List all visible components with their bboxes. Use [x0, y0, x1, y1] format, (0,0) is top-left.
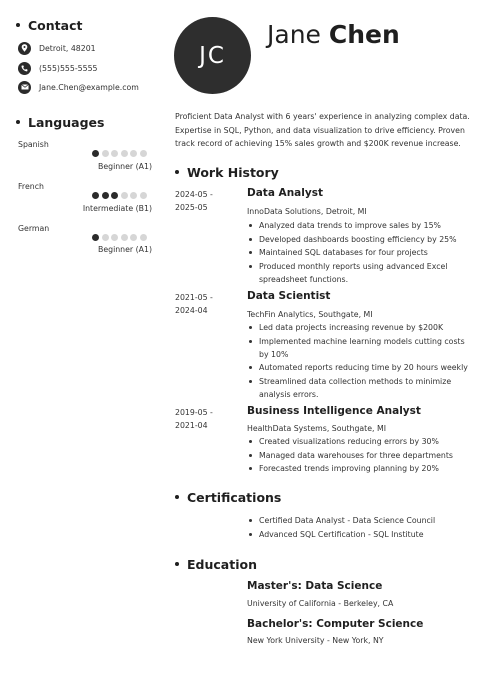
- job-dates: [175, 188, 213, 214]
- job-title: Data Analyst: [247, 187, 323, 199]
- language-name: Spanish: [18, 140, 49, 149]
- job-title: Data Scientist: [247, 290, 331, 302]
- candidate-name: [267, 20, 400, 49]
- job-bullet: Implemented machine learning models cutting costs by 10%: [247, 335, 472, 361]
- job-bullet: Streamlined data collection methods to minimize analysis errors.: [247, 375, 472, 401]
- heading-bullet: [175, 495, 179, 499]
- work-history-heading-label: Work History: [187, 165, 279, 180]
- last-name: Chen: [328, 20, 400, 49]
- education-heading-label: Education: [187, 557, 257, 572]
- contact-heading-label: Contact: [28, 18, 83, 33]
- rating-dot-filled: [111, 192, 118, 199]
- language-name: French: [18, 182, 44, 191]
- contact-location-text: Detroit, 48201: [39, 43, 96, 53]
- job-bullet: Analyzed data trends to improve sales by 15%: [247, 219, 472, 232]
- certifications-list: [247, 514, 472, 541]
- certifications-heading: [175, 490, 281, 505]
- rating-dot-empty: [102, 150, 109, 157]
- job-dates: [175, 291, 213, 317]
- contact-phone-text: (555)555-5555: [39, 63, 98, 73]
- email-icon: [18, 81, 31, 94]
- rating-dot-empty: [130, 234, 137, 241]
- job-start-date: 2021-05 -: [175, 293, 213, 302]
- rating-dot-empty: [130, 192, 137, 199]
- contact-phone: [18, 61, 98, 75]
- heading-bullet: [16, 23, 20, 27]
- certifications-heading-label: Certifications: [187, 490, 282, 505]
- avatar: [174, 17, 251, 94]
- education-degree: Master's: Data Science: [247, 580, 383, 592]
- certification-item: Advanced SQL Certification - SQL Institute: [247, 528, 472, 541]
- job-end-date: 2021-04: [175, 421, 208, 430]
- rating-dot-empty: [130, 150, 137, 157]
- rating-dot-filled: [92, 192, 99, 199]
- heading-bullet: [175, 170, 179, 174]
- languages-heading-label: Languages: [28, 115, 105, 130]
- rating-dot-empty: [140, 234, 147, 241]
- job-bullets: [247, 219, 472, 286]
- contact-location: [18, 41, 96, 55]
- heading-bullet: [16, 120, 20, 124]
- job-end-date: 2025-05: [175, 203, 208, 212]
- work-history-heading: [175, 165, 279, 180]
- rating-dot-empty: [102, 234, 109, 241]
- job-bullet: Created visualizations reducing errors by 30%: [247, 435, 472, 448]
- job-start-date: 2019-05 -: [175, 408, 213, 417]
- education-degree: Bachelor's: Computer Science: [247, 618, 424, 630]
- contact-email: [18, 80, 139, 94]
- rating-dot-filled: [92, 234, 99, 241]
- rating-dot-empty: [121, 192, 128, 199]
- job-bullet: Forecasted trends improving planning by 20%: [247, 462, 472, 475]
- rating-dot-empty: [140, 192, 147, 199]
- job-bullet: Produced monthly reports using advanced Excel spreadsheet functions.: [247, 260, 472, 286]
- rating-dot-empty: [111, 234, 118, 241]
- professional-summary: Proficient Data Analyst with 6 years' experience in analyzing complex data. Expertise in SQL, Python, and data visualization to drive efficiency. Proven track record of achieving 15% sales growth and $200K revenue increase.: [175, 112, 470, 148]
- avatar-initials: JC: [199, 42, 226, 69]
- language-level: Intermediate (B1): [82, 204, 152, 213]
- language-rating: [92, 150, 147, 157]
- job-dates: [175, 406, 213, 432]
- phone-icon: [18, 62, 31, 75]
- job-bullet: Developed dashboards boosting efficiency by 25%: [247, 233, 472, 246]
- language-rating: [92, 192, 147, 199]
- rating-dot-filled: [102, 192, 109, 199]
- education-school: New York University - New York, NY: [247, 636, 384, 645]
- location-pin-icon: [18, 42, 31, 55]
- rating-dot-empty: [121, 234, 128, 241]
- language-name: German: [18, 224, 50, 233]
- job-end-date: 2024-04: [175, 306, 208, 315]
- job-bullet: Managed data warehouses for three departments: [247, 449, 472, 462]
- job-bullet: Led data projects increasing revenue by $200K: [247, 321, 472, 334]
- job-company: InnoData Solutions, Detroit, MI: [247, 207, 367, 216]
- job-title: Business Intelligence Analyst: [247, 405, 421, 417]
- certification-item: Certified Data Analyst - Data Science Council: [247, 514, 472, 527]
- language-level: Beginner (A1): [97, 245, 152, 254]
- left-column: [0, 0, 160, 680]
- job-company: HealthData Systems, Southgate, MI: [247, 424, 387, 433]
- first-name: Jane: [267, 20, 321, 49]
- heading-bullet: [175, 562, 179, 566]
- job-bullet: Maintained SQL databases for four projects: [247, 246, 472, 259]
- languages-heading: [16, 115, 104, 130]
- education-heading: [175, 557, 257, 572]
- language-rating: [92, 234, 147, 241]
- job-bullets: [247, 321, 472, 401]
- job-company: TechFin Analytics, Southgate, MI: [247, 310, 373, 319]
- contact-email-text: Jane.Chen@example.com: [39, 82, 139, 92]
- rating-dot-empty: [121, 150, 128, 157]
- rating-dot-filled: [92, 150, 99, 157]
- rating-dot-empty: [140, 150, 147, 157]
- education-school: University of California - Berkeley, CA: [247, 599, 394, 608]
- rating-dot-empty: [111, 150, 118, 157]
- language-level: Beginner (A1): [97, 162, 152, 171]
- contact-heading: [16, 18, 82, 33]
- job-bullets: [247, 435, 472, 476]
- job-bullet: Automated reports reducing time by 20 hours weekly: [247, 361, 472, 374]
- job-start-date: 2024-05 -: [175, 190, 213, 199]
